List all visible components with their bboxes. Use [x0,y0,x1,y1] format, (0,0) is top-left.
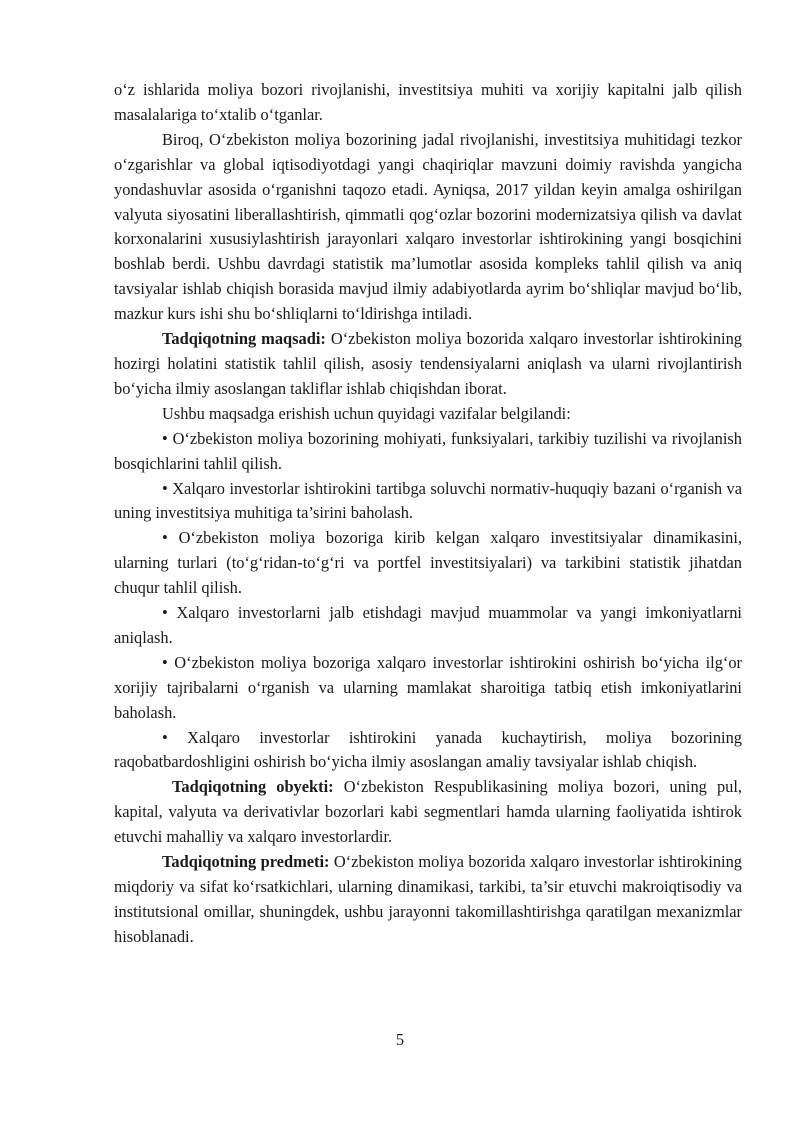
paragraph-goal [114,327,742,402]
subject-text: O‘zbekiston moliya bozorida xalqaro investorlar ishtirokining miqdoriy va sifat ko‘rsatkichlari, ularning dinamikasi, tarkibi, ta’sir etuvchi makroiqtisodiy va institutsional omillar, shuningdek, ushbu jarayonni takomillashtirishga qaratilgan mexanizmlar hisoblanadi. [114,852,742,946]
page-number: 5 [395,1030,405,1049]
document-page [114,78,742,950]
task-item: • O‘zbekiston moliya bozorining mohiyati, funksiyalari, tarkibiy tuzilishi va rivojlanish bosqichlarini tahlil qilish. [114,428,742,473]
goal-label: Tadqiqotning maqsadi: [162,329,326,349]
paragraph-object [114,775,742,850]
task-item: • Xalqaro investorlarni jalb etishdagi mavjud muammolar va yangi imkoniyatlarni aniqlash. [114,603,742,647]
task-item: • O‘zbekiston moliya bozoriga xalqaro investorlar ishtirokini oshirish bo‘yicha ilg‘or xorijiy tajribalarni o‘rganish va ularning mamlakat sharoitiga tatbiq etish imkoniyatlarini baholash. [114,652,742,722]
paragraph-context: Biroq, O‘zbekiston moliya bozorining jadal rivojlanishi, investitsiya muhitidagi tezkor o‘zgarishlar va global iqtisodiyotdagi yangi chaqiriqlar mavzuni doimiy ravishda yangicha yondashuvlar asosida o‘rganishni taqozo etadi. Ayniqsa, 2017 yildan keyin amalga oshirilgan valyuta siyosatini liberallashtirish, qimmatli qog‘ozlar bozorini modernizatsiya qilish va davlat korxonalarini xususiylashtirish jarayonlari xalqaro investorlar ishtirokining yangi bosqichini boshlab berdi. Ushbu davrdagi statistik ma’lumotlar asosida kompleks tahlil qilish va aniq tavsiyalar ishlab chiqish borasida mavjud ilmiy adabiyotlarda ayrim bo‘shliqlar mavjud bo‘lib, mazkur kurs ishi shu bo‘shliqlarni to‘ldirishga intiladi. [114,129,742,324]
subject-label: Tadqiqotning predmeti: [162,852,330,872]
task-item: • Xalqaro investorlar ishtirokini yanada kuchaytirish, moliya bozorining raqobatbardoshligini oshirish bo‘yicha ilmiy asoslangan amaliy tavsiyalar ishlab chiqish. [114,727,742,772]
task-item: • O‘zbekiston moliya bozoriga kirib kelgan xalqaro investitsiyalar dinamikasini, ularning turlari (to‘g‘ridan-to‘g‘ri va portfel investitsiyalari) va tarkibini statistik jihatdan chuqur tahlil qilish. [114,528,742,598]
task-item: • Xalqaro investorlar ishtirokini tartibga soluvchi normativ-huquqiy bazani o‘rganish va uning investitsiya muhitiga ta’sirini baholash. [114,478,742,523]
goal-text: O‘zbekiston moliya bozorida xalqaro investorlar ishtirokining hozirgi holatini statistik tahlil qilish, asosiy tendensiyalarni aniqlash va ularni rivojlantirish bo‘yicha ilmiy asoslangan takliflar ishlab chiqishdan iborat. [114,329,742,398]
object-text: O‘zbekiston Respublikasining moliya bozori, uning pul, kapital, valyuta va derivativlar bozorlari kabi segmentlari hamda ularning faoliyatida ishtirok etuvchi mahalliy va xalqaro investorlardir. [114,777,742,847]
paragraph-subject [114,850,742,950]
paragraph-continuation: o‘z ishlarida moliya bozori rivojlanishi, investitsiya muhiti va xorijiy kapitalni jalb qilish masalalariga to‘xtalib o‘tganlar. [114,80,742,124]
tasks-intro: Ushbu maqsadga erishish uchun quyidagi vazifalar belgilandi: [162,403,571,423]
object-label: Tadqiqotning obyekti: [172,777,334,797]
